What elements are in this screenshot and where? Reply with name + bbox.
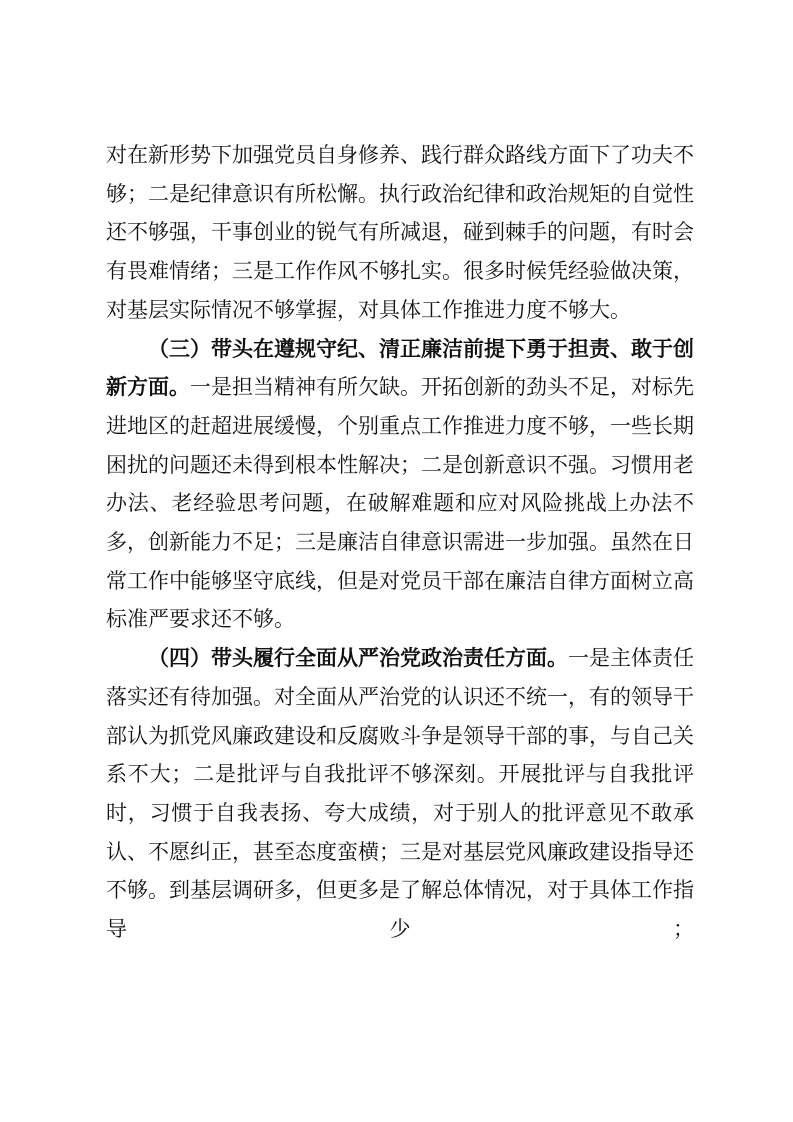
paragraph-3	[106, 639, 694, 949]
section-4-body: 一是主体责任落实还有待加强。对全面从严治党的认识还不统一，有的领导干部认为抓党风廉政建设和反腐败斗争是领导干部的事，与自己关系不大；二是批评与自我批评不够深刻。开展批评与自我批评时，习惯于自我表扬、夸大成绩，对于别人的批评意见不敢承认、不愿纠正，甚至态度蛮横；三是对基层党风廉政建设指导还不够。到基层调研多，但更多是了解总体情况，对于具体工作指导少；	[106, 646, 694, 942]
section-3-body: 一是担当精神有所欠缺。开拓创新的劲头不足，对标先进地区的赶超进展缓慢，个别重点工作推进力度不够，一些长期困扰的问题还未得到根本性解决；二是创新意识不强。习惯用老办法、老经验思考问题，在破解难题和应对风险挑战上办法不多，创新能力不足；三是廉洁自律意识需进一步加强。虽然在日常工作中能够坚守底线，但是对党员干部在廉洁自律方面树立高标准严要求还不够。	[106, 375, 694, 632]
document-body	[106, 136, 694, 949]
paragraph-1-text: 对在新形势下加强党员自身修养、践行群众路线方面下了功夫不够；二是纪律意识有所松懈。执行政治纪律和政治规矩的自觉性还不够强，干事创业的锐气有所减退，碰到棘手的问题，有时会有畏难情绪；三是工作作风不够扎实。很多时候凭经验做决策，对基层实际情况不够掌握，对具体工作推进力度不够大。	[106, 143, 694, 322]
section-3-heading: （三）带头在遵规守纪、清正廉洁前提下勇于担责、敢于创新方面。	[106, 335, 694, 400]
paragraph-2	[106, 330, 694, 640]
section-4-heading: （四）带头履行全面从严治党政治责任方面。	[148, 645, 568, 671]
paragraph-1	[106, 136, 694, 330]
